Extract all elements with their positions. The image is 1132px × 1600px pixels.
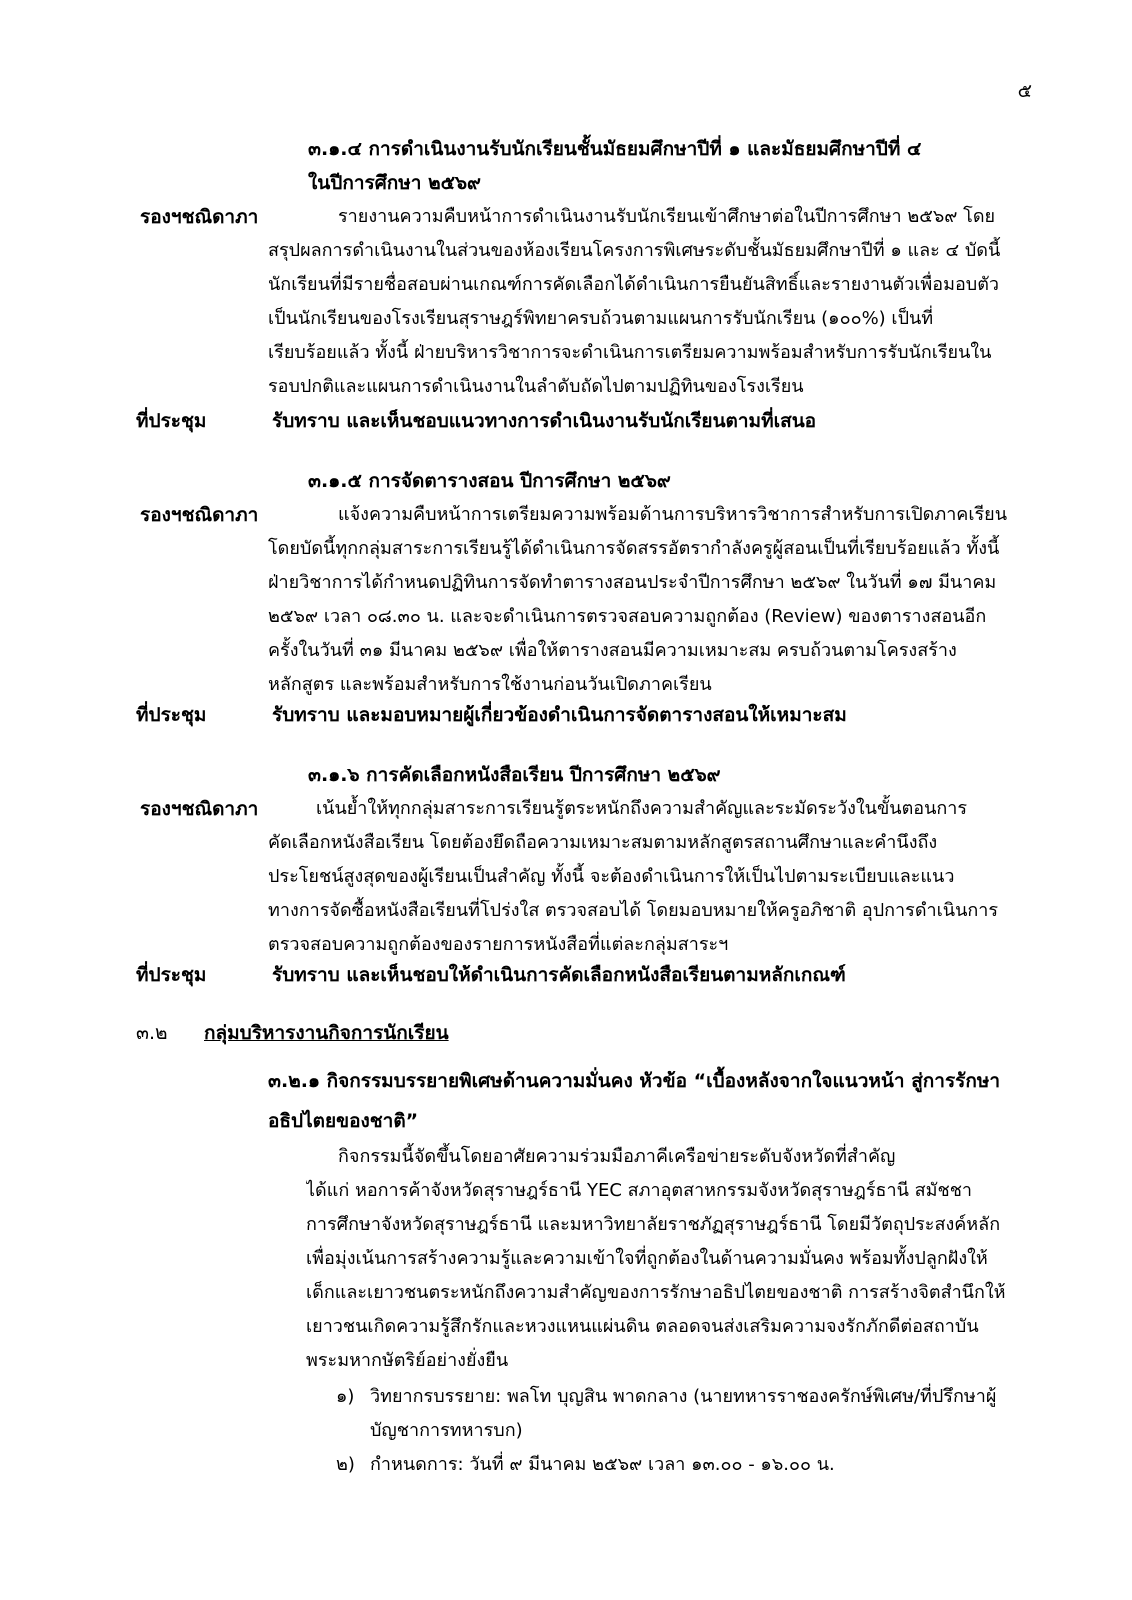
section-3-2-title: กลุ่มบริหารงานกิจการนักเรียน xyxy=(204,1022,449,1044)
list-item-line: บัญชาการทหารบก) xyxy=(370,1420,523,1441)
heading-3-1-4-line1: ๓.๑.๔ การดำเนินงานรับนักเรียนชั้นมัธยมศึกษาปีที่ ๑ และมัธยมศึกษาปีที่ ๔ xyxy=(308,138,922,160)
paragraph-line: เป็นนักเรียนของโรงเรียนสุราษฎร์พิทยาครบถ้วนตามแผนการรับนักเรียน (๑๐๐%) เป็นที่ xyxy=(268,308,934,329)
paragraph-line: ทางการจัดซื้อหนังสือเรียนที่โปร่งใส ตรวจสอบได้ โดยมอบหมายให้ครูอภิชาติ อุปการดำเนินการ xyxy=(268,900,999,921)
paragraph-line: ได้แก่ หอการค้าจังหวัดสุราษฎร์ธานี YEC สภาอุตสาหกรรมจังหวัดสุราษฎร์ธานี สมัชชา xyxy=(306,1180,973,1201)
speaker-label: รองฯชณิดาภา xyxy=(140,798,259,820)
paragraph-line: พระมหากษัตริย์อย่างยั่งยืน xyxy=(306,1350,509,1371)
paragraph-line: ประโยชน์สูงสุดของผู้เรียนเป็นสำคัญ ทั้งนี้ จะต้องดำเนินการให้เป็นไปตามระเบียบและแนว xyxy=(268,866,955,887)
paragraph-line: นักเรียนที่มีรายชื่อสอบผ่านเกณฑ์การคัดเลือกได้ดำเนินการยืนยันสิทธิ์และรายงานตัวเพื่อมอบตัว xyxy=(268,274,999,295)
resolution-label: ที่ประชุม xyxy=(136,964,207,986)
resolution-text: รับทราบ และมอบหมายผู้เกี่ยวข้องดำเนินการจัดตารางสอนให้เหมาะสม xyxy=(272,704,847,726)
paragraph-line: เพื่อมุ่งเน้นการสร้างความรู้และความเข้าใจที่ถูกต้องในด้านความมั่นคง พร้อมทั้งปลูกฝังให้ xyxy=(306,1248,988,1269)
list-item-number: ๑) xyxy=(336,1386,355,1407)
heading-3-2-1-line2: อธิปไตยของชาติ” xyxy=(268,1110,419,1132)
list-item-line: กำหนดการ: วันที่ ๙ มีนาคม ๒๕๖๙ เวลา ๑๓.๐๐ - ๑๖.๐๐ น. xyxy=(370,1454,835,1475)
paragraph-line: เยาวชนเกิดความรู้สึกรักและหวงแหนแผ่นดิน ตลอดจนส่งเสริมความจงรักภักดีต่อสถาบัน xyxy=(306,1316,979,1337)
paragraph-line: กิจกรรมนี้จัดขึ้นโดยอาศัยความร่วมมือภาคีเครือข่ายระดับจังหวัดที่สำคัญ xyxy=(338,1146,896,1167)
page-number: ๕ xyxy=(1017,80,1032,102)
paragraph-3-1-5 xyxy=(268,498,1038,702)
paragraph-line: รอบปกติและแผนการดำเนินงานในลำดับถัดไปตามปฏิทินของโรงเรียน xyxy=(268,376,804,397)
paragraph-line: เรียบร้อยแล้ว ทั้งนี้ ฝ่ายบริหารวิชาการจะดำเนินการเตรียมความพร้อมสำหรับการรับนักเรียนใน xyxy=(268,342,992,363)
list-item-line: วิทยากรบรรยาย: พลโท บุญสิน พาดกลาง (นายทหารราชองครักษ์พิเศษ/ที่ปรึกษาผู้ xyxy=(370,1386,997,1407)
paragraph-line: คัดเลือกหนังสือเรียน โดยต้องยึดถือความเหมาะสมตามหลักสูตรสถานศึกษาและคำนึงถึง xyxy=(268,832,938,853)
resolution-text: รับทราบ และเห็นชอบแนวทางการดำเนินงานรับนักเรียนตามที่เสนอ xyxy=(272,410,817,432)
heading-3-1-6: ๓.๑.๖ การคัดเลือกหนังสือเรียน ปีการศึกษา ๒๕๖๙ xyxy=(308,764,721,786)
list-item xyxy=(336,1448,1036,1482)
paragraph-line: โดยบัดนี้ทุกกลุ่มสาระการเรียนรู้ได้ดำเนินการจัดสรรอัตรากำลังครูผู้สอนเป็นที่เรียบร้อยแล้ว ทั้งนี้ xyxy=(268,538,1000,559)
paragraph-line: ฝ่ายวิชาการได้กำหนดปฏิทินการจัดทำตารางสอนประจำปีการศึกษา ๒๕๖๙ ในวันที่ ๑๗ มีนาคม xyxy=(268,572,997,593)
list-item-text xyxy=(370,1448,1030,1482)
heading-3-1-4-line2: ในปีการศึกษา ๒๕๖๙ xyxy=(308,172,481,194)
paragraph-line: หลักสูตร และพร้อมสำหรับการใช้งานก่อนวันเปิดภาคเรียน xyxy=(268,674,712,695)
heading-3-2-1-line1: ๓.๒.๑ กิจกรรมบรรยายพิเศษด้านความมั่นคง หัวข้อ “เบื้องหลังจากใจแนวหน้า สู่การรักษา xyxy=(268,1070,1001,1092)
paragraph-line: สรุปผลการดำเนินงานในส่วนของห้องเรียนโครงการพิเศษระดับชั้นมัธยมศึกษาปีที่ ๑ และ ๔ บัดนี้ xyxy=(268,240,1001,261)
paragraph-line: รายงานความคืบหน้าการดำเนินงานรับนักเรียนเข้าศึกษาต่อในปีการศึกษา ๒๕๖๙ โดย xyxy=(338,206,996,227)
paragraph-3-1-6 xyxy=(268,792,1038,962)
paragraph-line: ตรวจสอบความถูกต้องของรายการหนังสือที่แต่ละกลุ่มสาระฯ xyxy=(268,934,729,955)
paragraph-line: ครั้งในวันที่ ๓๑ มีนาคม ๒๕๖๙ เพื่อให้ตารางสอนมีความเหมาะสม ครบถ้วนตามโครงสร้าง xyxy=(268,640,957,661)
speaker-label: รองฯชณิดาภา xyxy=(140,206,259,228)
section-3-2-number: ๓.๒ xyxy=(136,1022,168,1044)
speaker-label: รองฯชณิดาภา xyxy=(140,504,259,526)
paragraph-line: เด็กและเยาวชนตระหนักถึงความสำคัญของการรักษาอธิปไตยของชาติ การสร้างจิตสำนึกให้ xyxy=(306,1282,1006,1303)
list-item-text xyxy=(370,1380,1030,1448)
paragraph-3-2-1 xyxy=(306,1140,1036,1378)
paragraph-line: การศึกษาจังหวัดสุราษฎร์ธานี และมหาวิทยาลัยราชภัฏสุราษฎร์ธานี โดยมีวัตถุประสงค์หลัก xyxy=(306,1214,1001,1235)
list-item-number: ๒) xyxy=(336,1454,355,1475)
paragraph-3-1-4 xyxy=(268,200,1038,404)
paragraph-line: ๒๕๖๙ เวลา ๐๘.๓๐ น. และจะดำเนินการตรวจสอบความถูกต้อง (Review) ของตารางสอนอีก xyxy=(268,606,987,627)
list-item xyxy=(336,1380,1036,1448)
resolution-label: ที่ประชุม xyxy=(136,704,207,726)
heading-3-1-5: ๓.๑.๕ การจัดตารางสอน ปีการศึกษา ๒๕๖๙ xyxy=(308,470,671,492)
paragraph-line: แจ้งความคืบหน้าการเตรียมความพร้อมด้านการบริหารวิชาการสำหรับการเปิดภาคเรียน xyxy=(338,504,1008,525)
paragraph-line: เน้นย้ำให้ทุกกลุ่มสาระการเรียนรู้ตระหนักถึงความสำคัญและระมัดระวังในขั้นตอนการ xyxy=(316,798,968,819)
resolution-text: รับทราบ และเห็นชอบให้ดำเนินการคัดเลือกหนังสือเรียนตามหลักเกณฑ์ xyxy=(272,964,846,986)
resolution-label: ที่ประชุม xyxy=(136,410,207,432)
